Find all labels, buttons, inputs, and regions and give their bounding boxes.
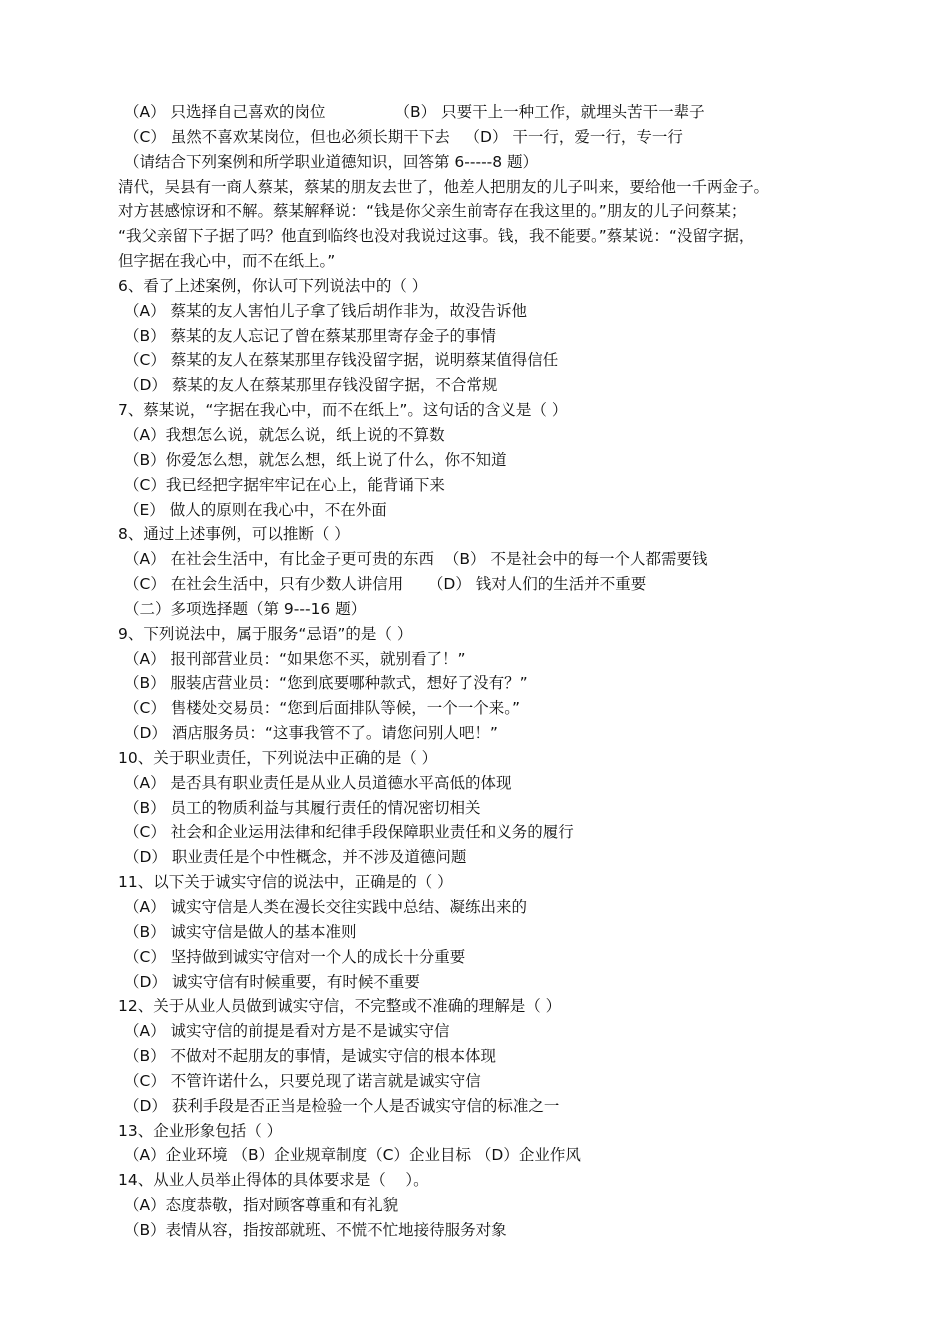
- text-line: （二）多项选择题（第 9---16 题）: [124, 599, 367, 618]
- text-line: （D） 酒店服务员：“这事我管不了。请您问别人吧！”: [124, 724, 498, 743]
- text-line: （A）企业环境 （B）企业规章制度（C）企业目标 （D）企业作风: [124, 1146, 581, 1165]
- text-line: （A） 诚实守信的前提是看对方是不是诚实守信: [124, 1022, 450, 1041]
- text-line: （B） 员工的物质利益与其履行责任的情况密切相关: [124, 798, 481, 817]
- text-line: （C） 蔡某的友人在蔡某那里存钱没留字据，说明蔡某值得信任: [124, 351, 559, 370]
- text-line: 10、关于职业责任，下列说法中正确的是（ ）: [118, 748, 438, 767]
- text-line: （C） 不管许诺什么，只要兑现了诺言就是诚实守信: [124, 1071, 481, 1090]
- text-line: （C） 在社会生活中，只有少数人讲信用 （D） 钱对人们的生活并不重要: [124, 575, 647, 594]
- text-line: （A） 诚实守信是人类在漫长交往实践中总结、凝练出来的: [124, 898, 528, 916]
- text-line: （B） 诚实守信是做人的基本准则: [124, 922, 357, 941]
- text-line: （A） 蔡某的友人害怕儿子拿了钱后胡作非为，故没告诉他: [124, 301, 528, 320]
- text-line: （A）态度恭敬，指对顾客尊重和有礼貌: [124, 1196, 399, 1215]
- text-line: 6、看了上述案例，你认可下列说法中的（ ）: [118, 276, 428, 295]
- text-line: （C） 社会和企业运用法律和纪律手段保障职业责任和义务的履行: [124, 823, 574, 842]
- text-line: （D） 诚实守信有时候重要，有时候不重要: [124, 972, 420, 991]
- text-line: 清代，吴县有一商人蔡某，蔡某的朋友去世了，他差人把朋友的儿子叫来，要给他一千两金子。: [118, 177, 770, 196]
- text-line: 9、下列说法中，属于服务“忌语”的是（ ）: [118, 624, 413, 643]
- text-line: 11、以下关于诚实守信的说法中，正确是的（ ）: [118, 873, 453, 892]
- text-line: （B）表情从容，指按部就班、不慌不忙地接待服务对象: [124, 1220, 507, 1239]
- text-line: （C） 售楼处交易员：“您到后面排队等候，一个一个来。”: [124, 699, 521, 718]
- text-line: （请结合下列案例和所学职业道德知识，回答第 6-----8 题）: [124, 152, 539, 171]
- text-line: （A）我想怎么说，就怎么说，纸上说的不算数: [124, 425, 445, 444]
- text-line: 12、关于从业人员做到诚实守信，不完整或不准确的理解是（ ）: [118, 997, 562, 1016]
- text-line: （A） 只选择自己喜欢的岗位 （B） 只要干上一种工作，就埋头苦干一辈子: [124, 103, 705, 121]
- text-line: 13、企业形象包括（ ）: [118, 1121, 283, 1140]
- document-page: [118, 100, 858, 1243]
- text-line: （C）我已经把字据牢牢记在心上，能背诵下来: [124, 475, 445, 494]
- text-line: （C） 虽然不喜欢某岗位，但也必须长期干下去 （D） 干一行，爱一行，专一行: [124, 127, 683, 146]
- text-line: 8、通过上述事例，可以推断（ ）: [118, 525, 350, 544]
- text-line: 但字据在我心中，而不在纸上。”: [118, 252, 336, 271]
- text-line: （A） 报刊部营业员：“如果您不买，就别看了！”: [124, 649, 466, 668]
- text-line: （B） 不做对不起朋友的事情，是诚实守信的根本体现: [124, 1047, 497, 1066]
- text-line: 对方甚感惊讶和不解。蔡某解释说：“钱是你父亲生前寄存在我这里的。”朋友的儿子问蔡某；: [118, 202, 747, 221]
- text-line: （C） 坚持做到诚实守信对一个人的成长十分重要: [124, 947, 466, 966]
- text-line: （B） 服装店营业员：“您到底要哪种款式，想好了没有？”: [124, 674, 528, 693]
- text-line: 7、蔡某说，“字据在我心中，而不在纸上”。这句话的含义是（ ）: [118, 401, 568, 420]
- text-line: 14、从业人员举止得体的具体要求是（ ）。: [118, 1171, 429, 1190]
- text-line: （A） 在社会生活中，有比金子更可贵的东西 （B） 不是社会中的每一个人都需要钱: [124, 550, 708, 569]
- text-line: （E） 做人的原则在我心中，不在外面: [124, 500, 387, 519]
- text-line: （D） 获利手段是否正当是检验一个人是否诚实守信的标准之一: [124, 1096, 560, 1115]
- text-line: “我父亲留下子据了吗？他直到临终也没对我说过这事。钱，我不能要。”蔡某说：“没留字据，: [118, 227, 755, 246]
- text-line: （D） 职业责任是个中性概念，并不涉及道德问题: [124, 848, 467, 867]
- text-line: （A） 是否具有职业责任是从业人员道德水平高低的体现: [124, 773, 512, 792]
- text-line: （D） 蔡某的友人在蔡某那里存钱没留字据，不合常规: [124, 376, 498, 395]
- text-line: （B） 蔡某的友人忘记了曾在蔡某那里寄存金子的事情: [124, 326, 497, 345]
- text-line: （B）你爱怎么想，就怎么想，纸上说了什么，你不知道: [124, 450, 507, 469]
